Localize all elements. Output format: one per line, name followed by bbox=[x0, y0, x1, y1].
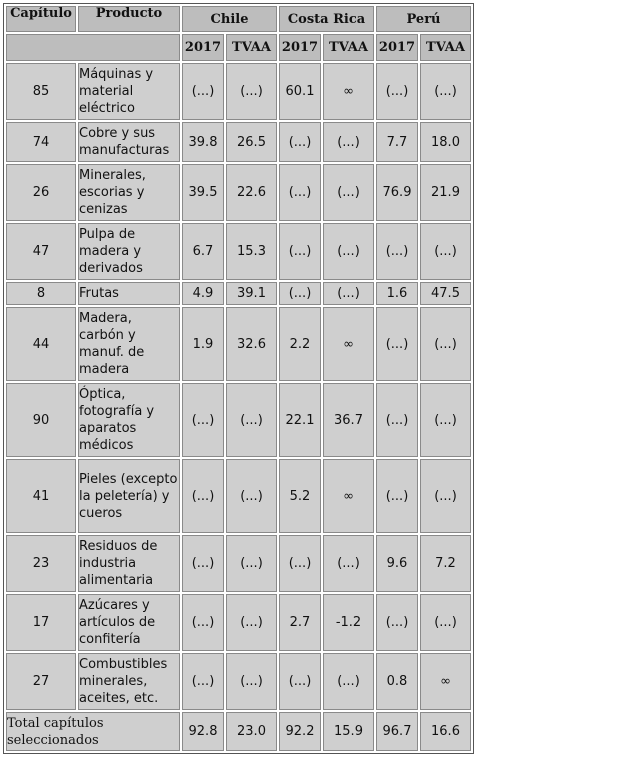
total-value: 15.9 bbox=[323, 712, 374, 751]
value-cell: 1.9 bbox=[182, 307, 224, 381]
value-cell: 7.7 bbox=[376, 122, 418, 162]
table-row bbox=[6, 122, 471, 162]
total-label: Total capítulos seleccionados bbox=[6, 712, 180, 751]
value-cell: 5.2 bbox=[279, 459, 321, 533]
producto-cell: Madera, carbón y manuf. de madera bbox=[78, 307, 180, 381]
header-tvaa: TVAA bbox=[323, 34, 374, 61]
total-row bbox=[6, 712, 471, 751]
value-cell: 2.7 bbox=[279, 594, 321, 651]
value-cell: 9.6 bbox=[376, 535, 418, 592]
producto-cell: Óptica, fotografía y aparatos médicos bbox=[78, 383, 180, 457]
total-value: 96.7 bbox=[376, 712, 418, 751]
value-cell: (...) bbox=[376, 223, 418, 280]
value-cell: 26.5 bbox=[226, 122, 277, 162]
capitulo-cell: 27 bbox=[6, 653, 76, 710]
header-region-costa-rica: Costa Rica bbox=[279, 6, 374, 32]
capitulo-cell: 44 bbox=[6, 307, 76, 381]
value-cell: 2.2 bbox=[279, 307, 321, 381]
total-value: 16.6 bbox=[420, 712, 471, 751]
value-cell: ∞ bbox=[323, 63, 374, 120]
value-cell: (...) bbox=[279, 653, 321, 710]
value-cell: -1.2 bbox=[323, 594, 374, 651]
value-cell: ∞ bbox=[323, 307, 374, 381]
value-cell: ∞ bbox=[420, 653, 471, 710]
table-row bbox=[6, 594, 471, 651]
capitulo-cell: 26 bbox=[6, 164, 76, 221]
table-row bbox=[6, 459, 471, 533]
header-capitulo: Capítulo bbox=[6, 6, 76, 32]
header-tvaa: TVAA bbox=[420, 34, 471, 61]
producto-cell: Pulpa de madera y derivados bbox=[78, 223, 180, 280]
value-cell: (...) bbox=[226, 459, 277, 533]
value-cell: 47.5 bbox=[420, 282, 471, 305]
value-cell: (...) bbox=[279, 122, 321, 162]
producto-cell: Máquinas y material eléctrico bbox=[78, 63, 180, 120]
capitulo-cell: 8 bbox=[6, 282, 76, 305]
capitulo-cell: 23 bbox=[6, 535, 76, 592]
header-tvaa: TVAA bbox=[226, 34, 277, 61]
header-region-peru: Perú bbox=[376, 6, 471, 32]
value-cell: (...) bbox=[420, 459, 471, 533]
value-cell: (...) bbox=[279, 164, 321, 221]
header-blank bbox=[6, 34, 180, 61]
table-row bbox=[6, 383, 471, 457]
value-cell: (...) bbox=[182, 535, 224, 592]
value-cell: (...) bbox=[279, 282, 321, 305]
value-cell: (...) bbox=[376, 383, 418, 457]
producto-cell: Cobre y sus manufacturas bbox=[78, 122, 180, 162]
value-cell: (...) bbox=[376, 459, 418, 533]
capitulo-cell: 47 bbox=[6, 223, 76, 280]
value-cell: (...) bbox=[323, 653, 374, 710]
value-cell: 36.7 bbox=[323, 383, 374, 457]
capitulo-cell: 90 bbox=[6, 383, 76, 457]
value-cell: (...) bbox=[376, 594, 418, 651]
value-cell: (...) bbox=[279, 535, 321, 592]
value-cell: (...) bbox=[420, 383, 471, 457]
value-cell: 22.6 bbox=[226, 164, 277, 221]
producto-cell: Pieles (excepto la peletería) y cueros bbox=[78, 459, 180, 533]
producto-cell: Residuos de industria alimentaria bbox=[78, 535, 180, 592]
value-cell: 15.3 bbox=[226, 223, 277, 280]
capitulo-cell: 17 bbox=[6, 594, 76, 651]
value-cell: 60.1 bbox=[279, 63, 321, 120]
header-year: 2017 bbox=[279, 34, 321, 61]
capitulo-cell: 74 bbox=[6, 122, 76, 162]
total-value: 23.0 bbox=[226, 712, 277, 751]
value-cell: 39.5 bbox=[182, 164, 224, 221]
value-cell: (...) bbox=[226, 535, 277, 592]
value-cell: (...) bbox=[323, 535, 374, 592]
value-cell: 76.9 bbox=[376, 164, 418, 221]
table-row bbox=[6, 63, 471, 120]
capitulo-cell: 41 bbox=[6, 459, 76, 533]
table-row bbox=[6, 653, 471, 710]
header-year: 2017 bbox=[182, 34, 224, 61]
value-cell: (...) bbox=[420, 63, 471, 120]
value-cell: 32.6 bbox=[226, 307, 277, 381]
value-cell: 22.1 bbox=[279, 383, 321, 457]
capitulo-cell: 85 bbox=[6, 63, 76, 120]
value-cell: ∞ bbox=[323, 459, 374, 533]
value-cell: 21.9 bbox=[420, 164, 471, 221]
total-value: 92.8 bbox=[182, 712, 224, 751]
table-row bbox=[6, 307, 471, 381]
value-cell: (...) bbox=[376, 307, 418, 381]
value-cell: (...) bbox=[420, 594, 471, 651]
value-cell: (...) bbox=[226, 383, 277, 457]
header-region-chile: Chile bbox=[182, 6, 277, 32]
table-row bbox=[6, 282, 471, 305]
value-cell: 18.0 bbox=[420, 122, 471, 162]
producto-cell: Azúcares y artículos de confitería bbox=[78, 594, 180, 651]
value-cell: 1.6 bbox=[376, 282, 418, 305]
value-cell: (...) bbox=[226, 63, 277, 120]
value-cell: (...) bbox=[323, 164, 374, 221]
value-cell: (...) bbox=[279, 223, 321, 280]
total-value: 92.2 bbox=[279, 712, 321, 751]
value-cell: 4.9 bbox=[182, 282, 224, 305]
value-cell: (...) bbox=[323, 282, 374, 305]
value-cell: 0.8 bbox=[376, 653, 418, 710]
table-row bbox=[6, 535, 471, 592]
producto-cell: Combustibles minerales, aceites, etc. bbox=[78, 653, 180, 710]
header-producto: Producto bbox=[78, 6, 180, 32]
producto-cell: Frutas bbox=[78, 282, 180, 305]
data-table bbox=[3, 3, 474, 754]
value-cell: 7.2 bbox=[420, 535, 471, 592]
value-cell: (...) bbox=[376, 63, 418, 120]
value-cell: (...) bbox=[182, 383, 224, 457]
value-cell: 39.8 bbox=[182, 122, 224, 162]
value-cell: (...) bbox=[182, 653, 224, 710]
value-cell: (...) bbox=[182, 459, 224, 533]
value-cell: (...) bbox=[226, 594, 277, 651]
value-cell: 6.7 bbox=[182, 223, 224, 280]
value-cell: (...) bbox=[420, 223, 471, 280]
value-cell: (...) bbox=[420, 307, 471, 381]
value-cell: (...) bbox=[226, 653, 277, 710]
value-cell: (...) bbox=[323, 223, 374, 280]
value-cell: (...) bbox=[182, 594, 224, 651]
header-year: 2017 bbox=[376, 34, 418, 61]
producto-cell: Minerales, escorias y cenizas bbox=[78, 164, 180, 221]
value-cell: (...) bbox=[323, 122, 374, 162]
value-cell: 39.1 bbox=[226, 282, 277, 305]
table-row bbox=[6, 223, 471, 280]
table-row bbox=[6, 164, 471, 221]
value-cell: (...) bbox=[182, 63, 224, 120]
